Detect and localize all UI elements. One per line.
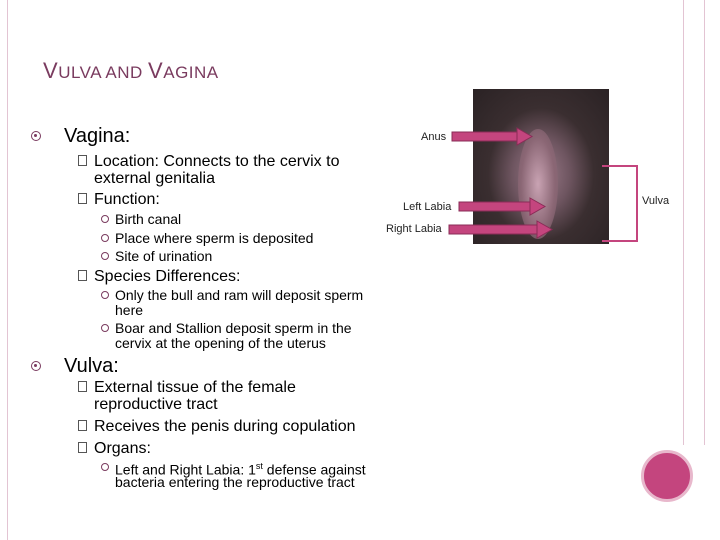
location-line1: Location: Connects to the cervix to [94,153,340,170]
function-item: Place where sperm is deposited [115,230,314,246]
right-labia-label: Right Labia [386,223,442,235]
organs-item: Left and Right Labia: 1st defense against [115,461,366,478]
organs-label: Organs: [94,440,151,457]
right-labia-arrow [449,221,552,238]
decorative-circle [641,450,693,502]
vulva-label: Vulva [642,195,670,207]
left-labia-label: Left Labia [403,201,452,213]
external-line1: External tissue of the female [94,379,296,396]
species-item: Boar and Stallion deposit sperm in the [115,320,352,336]
function-item: Site of urination [115,248,213,264]
species-item-cont: cervix at the opening of the uterus [115,335,326,351]
vagina-heading: Vagina: [64,125,131,147]
vulva-bracket [602,166,637,241]
vulva-heading: Vulva: [64,355,119,377]
function-label: Function: [94,191,160,208]
organs-item-cont: bacteria entering the reproductive tract [115,474,355,490]
left-labia-arrow [459,198,545,215]
anus-arrow [452,128,532,145]
species-item: Only the bull and ram will deposit sperm [115,287,364,303]
slide-title: VULVA AND VAGINA [43,58,219,83]
location-line2: external genitalia [94,170,215,187]
function-item: Birth canal [115,211,182,227]
species-label: Species Differences: [94,268,241,285]
species-item-cont: here [115,302,144,318]
receives-text: Receives the penis during copulation [94,418,356,435]
anus-label: Anus [421,131,447,143]
external-line2: reproductive tract [94,396,218,413]
